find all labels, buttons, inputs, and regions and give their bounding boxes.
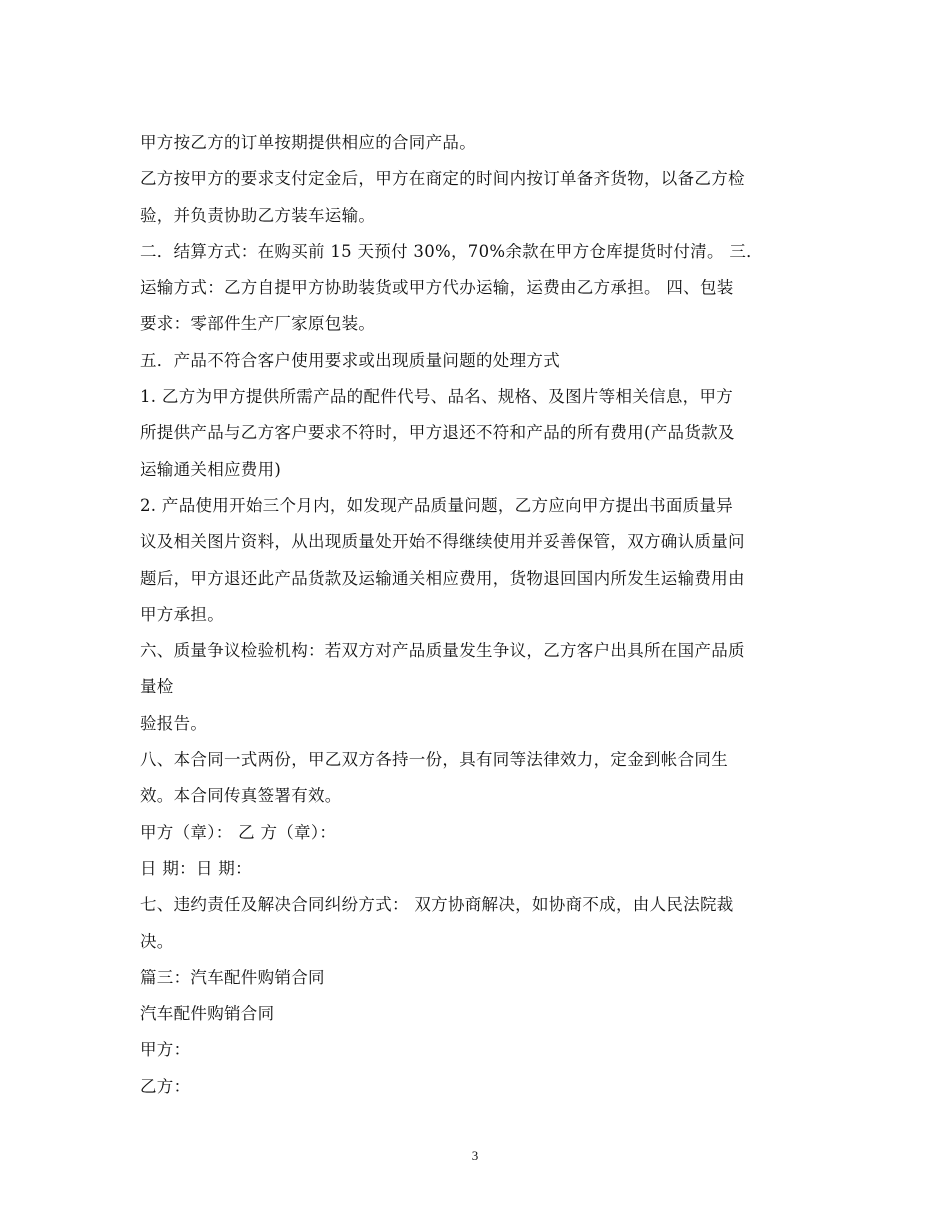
text-line: 运输方式：乙方自提甲方协助装货或甲方代办运输，运费由乙方承担。 四、包装 xyxy=(140,278,734,298)
text-line: 八、本合同一式两份，甲乙双方各持一份，具有同等法律效力，定金到帐合同生 xyxy=(140,750,728,770)
date-line: 日 期：日 期： xyxy=(140,858,252,878)
text-line: 题后，甲方退还此产品货款及运输通关相应费用，货物退回国内所发生运输费用由 xyxy=(140,568,745,588)
signature-line: 甲方（章）： 乙 方（章）： xyxy=(140,822,337,842)
section-heading: 篇三：汽车配件购销合同 xyxy=(140,967,325,987)
text-line: 决。 xyxy=(140,931,174,951)
text-line: 五．产品不符合客户使用要求或出现质量问题的处理方式 xyxy=(140,350,560,370)
party-b-line: 乙方： xyxy=(140,1076,191,1096)
page-number: 3 xyxy=(471,1148,479,1163)
text-line: 乙方按甲方的要求支付定金后，甲方在商定的时间内按订单备齐货物，以备乙方检 xyxy=(140,169,745,189)
text-line: 量检 xyxy=(140,677,174,697)
text-line: 甲方按乙方的订单按期提供相应的合同产品。 xyxy=(140,133,476,152)
text-line: 七、违约责任及解决合同纠纷方式： 双方协商解决，如协商不成，由人民法院裁 xyxy=(140,895,734,915)
text-line: 2. 产品使用开始三个月内，如发现产品质量问题，乙方应向甲方提出书面质量异 xyxy=(140,495,734,515)
text-line: 甲方承担。 xyxy=(140,604,224,624)
text-line: 所提供产品与乙方客户要求不符时，甲方退还不符和产品的所有费用(产品货款及 xyxy=(140,423,735,443)
party-a-line: 甲方： xyxy=(140,1040,191,1060)
text-line: 议及相关图片资料，从出现质量处开始不得继续使用并妥善保管，双方确认质量问 xyxy=(140,532,745,552)
text-line: 运输通关相应费用) xyxy=(140,459,282,479)
contract-title: 汽车配件购销合同 xyxy=(140,1004,275,1024)
text-line: 1. 乙方为甲方提供所需产品的配件代号、品名、规格、及图片等相关信息，甲方 xyxy=(140,387,734,407)
text-line: 效。本合同传真签署有效。 xyxy=(140,786,342,806)
text-line: 验，并负责协助乙方装车运输。 xyxy=(140,205,376,225)
text-line: 要求：零部件生产厂家原包装。 xyxy=(140,314,376,334)
text-line: 二．结算方式：在购买前 15 天预付 30%，70%余款在甲方仓库提货时付清。 三． xyxy=(140,241,763,261)
contract-body-text xyxy=(140,125,820,1105)
text-line: 六、质量争议检验机构：若双方对产品质量发生争议，乙方客户出具所在国产品质 xyxy=(140,641,745,661)
text-line: 验报告。 xyxy=(140,713,208,733)
